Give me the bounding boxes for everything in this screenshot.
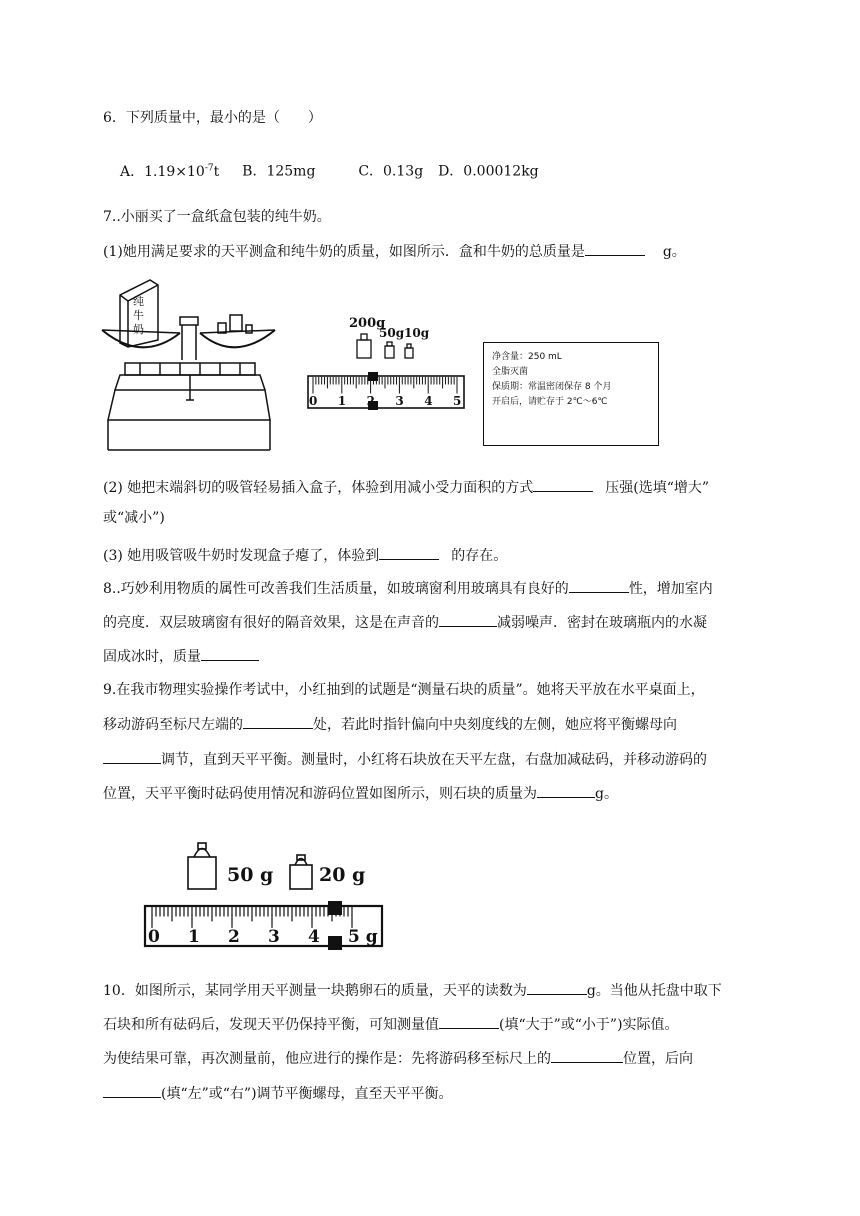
milk-label-line: 开启后，请贮存于 2℃～6℃: [492, 397, 608, 407]
q7-weights-ruler-figure: [305, 310, 470, 415]
q9-line-1: 9.在我市物理实验操作考试中，小红抽到的试题是“测量石块的质量”。她将天平放在水平桌面上，: [103, 682, 705, 698]
ruler-label: 4: [424, 394, 433, 408]
q7-weight-label-200g: 200g: [349, 316, 386, 331]
q9-rider-bottom: [328, 936, 342, 950]
q7-rider-top: [368, 372, 378, 381]
q8-blank-1[interactable]: [569, 578, 629, 593]
q7-part2: (2) 她把末端斜切的吸管轻易插入盒子，体验到用减小受力面积的方式 压强(选填“增大”: [103, 477, 709, 498]
q6-stem: 6．下列质量中，最小的是（ ）: [103, 110, 322, 126]
milk-label-line: 全脂灭菌: [492, 367, 529, 377]
q8-line-3: 固成冰时，质量: [103, 646, 259, 667]
q10-blank-2[interactable]: [439, 1014, 499, 1029]
ruler-label: 0: [148, 927, 160, 947]
q10-line-4: (填“左”或“右”)调节平衡螺母，直至天平平衡。: [103, 1083, 453, 1104]
box-text-2: 牛: [133, 309, 144, 322]
q8-line-2: 的亮度．双层玻璃窗有很好的隔音效果，这是在声音的 减弱噪声．密封在玻璃瓶内的水凝: [103, 612, 707, 633]
ruler-label: 0: [309, 394, 318, 408]
ruler-label: 5: [453, 394, 462, 408]
q10-blank-3[interactable]: [551, 1048, 623, 1063]
q9-blank-2[interactable]: [103, 749, 161, 764]
q10-line-3: 为使结果可靠，再次测量前，他应进行的操作是：先将游码移至标尺上的 位置，后向: [103, 1048, 693, 1069]
ruler-label: 1: [188, 927, 200, 947]
q7-weight-label-10g: 10g: [404, 326, 430, 340]
q6-option-d: D．0.00012kg: [438, 163, 539, 180]
q7-blank-3[interactable]: [379, 545, 439, 560]
q6-option-c: C．0.13g: [358, 163, 424, 180]
q9-blank-3[interactable]: [537, 783, 595, 798]
q7-weights-ruler-drawing: [305, 310, 470, 415]
q9-rider-top: [328, 901, 342, 915]
ruler-label: 3: [395, 394, 404, 408]
balance-figure: [100, 275, 280, 455]
q9-line-2: 移动游码至标尺左端的 处，若此时指针偏向中央刻度线的左侧，她应将平衡螺母向: [103, 714, 677, 735]
q10-blank-4[interactable]: [103, 1083, 161, 1098]
milk-label-box: [483, 342, 659, 446]
q7-part2-cont: 或“减小”): [103, 510, 165, 526]
q8-blank-2[interactable]: [439, 612, 497, 627]
box-text-3: 奶: [133, 323, 144, 336]
q7-blank-2[interactable]: [533, 477, 593, 492]
milk-label-line: 保质期：常温密闭保存 8 个月: [492, 382, 612, 392]
q9-weight-label-50g: 50 g: [227, 864, 274, 886]
q7-part1: (1)她用满足要求的天平测盒和纯牛奶的质量，如图所示．盒和牛奶的总质量是 g。: [103, 241, 686, 262]
milk-label-line: 净含量：250 mL: [492, 352, 562, 362]
q7-stem: 7..小丽买了一盒纸盒包装的纯牛奶。: [103, 209, 331, 225]
ruler-label: 2: [228, 927, 240, 947]
q7-ruler-ticks: [313, 377, 457, 394]
q6-option-b: B．125mg: [242, 163, 316, 180]
q7-weight-label-50g: 50g: [379, 326, 405, 340]
q9-weight-label-20g: 20 g: [319, 864, 366, 886]
q9-weights-ruler-drawing: [140, 835, 390, 950]
q9-line-3: 调节，直到天平平衡。测量时，小红将石块放在天平左盘，右盘加减砝码，并移动游码的: [103, 749, 707, 770]
q6-options: [120, 158, 539, 182]
q6-option-a: A．$1.19\times 10^{-7}t$: [120, 163, 220, 180]
q9-weights-ruler-figure: [140, 835, 390, 950]
q9-line-4: 位置，天平平衡时砝码使用情况和游码位置如图所示，则石块的质量为 g。: [103, 783, 618, 804]
q10-blank-1[interactable]: [527, 980, 587, 995]
q7-part3: (3) 她用吸管吸牛奶时发现盒子瘪了，体验到 的存在。: [103, 545, 507, 566]
q10-line-2: 石块和所有砝码后，发现天平仍保持平衡，可知测量值 (填“大于”或“小于”)实际值。: [103, 1014, 679, 1035]
ruler-label: 3: [268, 927, 280, 947]
q10-line-1: 10．如图所示，某同学用天平测量一块鹅卵石的质量，天平的读数为 g。当他从托盘中取下: [103, 980, 722, 1001]
ruler-label: 2: [366, 394, 375, 408]
q7-blank-1[interactable]: [585, 241, 645, 256]
box-text-1: 纯: [133, 295, 144, 308]
ruler-label: 5 g: [348, 927, 378, 947]
q8-blank-3[interactable]: [201, 646, 259, 661]
ruler-label: 4: [308, 927, 320, 947]
q9-blank-1[interactable]: [243, 714, 313, 729]
ruler-label: 1: [337, 394, 347, 408]
balance-drawing: [100, 275, 280, 455]
q8-line-1: 8..巧妙利用物质的属性可改善我们生活质量，如玻璃窗利用玻璃具有良好的 性，增加室内: [103, 578, 713, 599]
q9-ruler-ticks: [152, 907, 352, 928]
